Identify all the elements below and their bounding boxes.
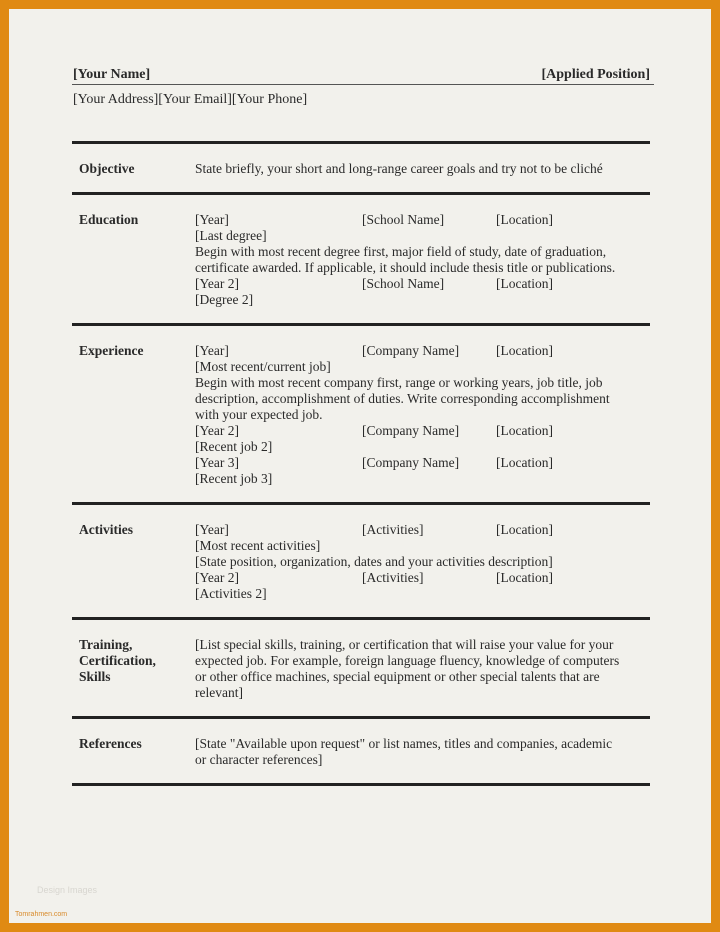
experience-year: [Year 3] — [195, 455, 239, 470]
activities-location: [Location] — [496, 522, 553, 537]
activities-year: [Year 2] — [195, 570, 239, 585]
training-text: expected job. For example, foreign language fluency, knowledge of computers — [195, 653, 620, 668]
education-description: certificate awarded. If applicable, it should include thesis title or publications. — [195, 260, 616, 275]
section-divider — [72, 502, 650, 505]
references-text: or character references] — [195, 752, 323, 767]
contact-line: [Your Address][Your Email][Your Phone] — [73, 92, 308, 107]
training-text: or other office machines, special equipment or other special talents that are — [195, 669, 600, 684]
training-text: relevant] — [195, 685, 243, 700]
watermark-site: Tomrahmen.com — [15, 911, 68, 918]
experience-job: [Most recent/current job] — [195, 359, 331, 374]
experience-company: [Company Name] — [362, 455, 460, 470]
experience-year: [Year] — [195, 343, 229, 358]
experience-job: [Recent job 3] — [195, 471, 273, 486]
education-description: Begin with most recent degree first, major field of study, date of graduation, — [195, 244, 607, 259]
education-location: [Location] — [496, 212, 553, 227]
training-label: Training, — [79, 637, 133, 652]
activities-name: [Activities] — [362, 522, 424, 537]
activities-year: [Year] — [195, 522, 229, 537]
activities-location: [Location] — [496, 570, 553, 585]
education-degree: [Last degree] — [195, 228, 267, 243]
references-label: References — [79, 736, 142, 751]
experience-company: [Company Name] — [362, 423, 460, 438]
experience-year: [Year 2] — [195, 423, 239, 438]
experience-company: [Company Name] — [362, 343, 460, 358]
watermark: Design Images — [37, 885, 98, 895]
training-label: Certification, — [79, 653, 156, 668]
experience-description: description, accomplishment of duties. Write corresponding accomplishment — [195, 391, 610, 406]
experience-label: Experience — [79, 343, 144, 358]
activities-description: [State position, organization, dates and your activities description] — [195, 554, 553, 569]
education-location: [Location] — [496, 276, 553, 291]
education-school: [School Name] — [362, 212, 445, 227]
experience-job: [Recent job 2] — [195, 439, 273, 454]
section-divider — [72, 192, 650, 195]
section-divider — [72, 617, 650, 620]
section-divider — [72, 783, 650, 786]
references-text: [State "Available upon request" or list names, titles and companies, academic — [195, 736, 613, 751]
experience-location: [Location] — [496, 343, 553, 358]
experience-description: with your expected job. — [195, 407, 323, 422]
education-school: [School Name] — [362, 276, 445, 291]
activities-name: [Activities 2] — [195, 586, 267, 601]
header-divider — [72, 84, 654, 85]
applied-position: [Applied Position] — [541, 67, 650, 82]
objective-text: State briefly, your short and long-range career goals and try not to be cliché — [195, 161, 603, 176]
section-divider — [72, 323, 650, 326]
experience-location: [Location] — [496, 455, 553, 470]
training-label: Skills — [79, 669, 111, 684]
section-divider — [72, 141, 650, 144]
activities-label: Activities — [79, 522, 133, 537]
resume-page — [9, 9, 711, 923]
experience-description: Begin with most recent company first, range or working years, job title, job — [195, 375, 603, 390]
activities-recent: [Most recent activities] — [195, 538, 321, 553]
education-degree: [Degree 2] — [195, 292, 254, 307]
section-divider — [72, 716, 650, 719]
activities-name: [Activities] — [362, 570, 424, 585]
education-label: Education — [79, 212, 139, 227]
name-placeholder: [Your Name] — [73, 67, 151, 82]
education-year: [Year] — [195, 212, 229, 227]
experience-location: [Location] — [496, 423, 553, 438]
training-text: [List special skills, training, or certification that will raise your value for your — [195, 637, 614, 652]
education-year: [Year 2] — [195, 276, 239, 291]
objective-label: Objective — [79, 161, 135, 176]
